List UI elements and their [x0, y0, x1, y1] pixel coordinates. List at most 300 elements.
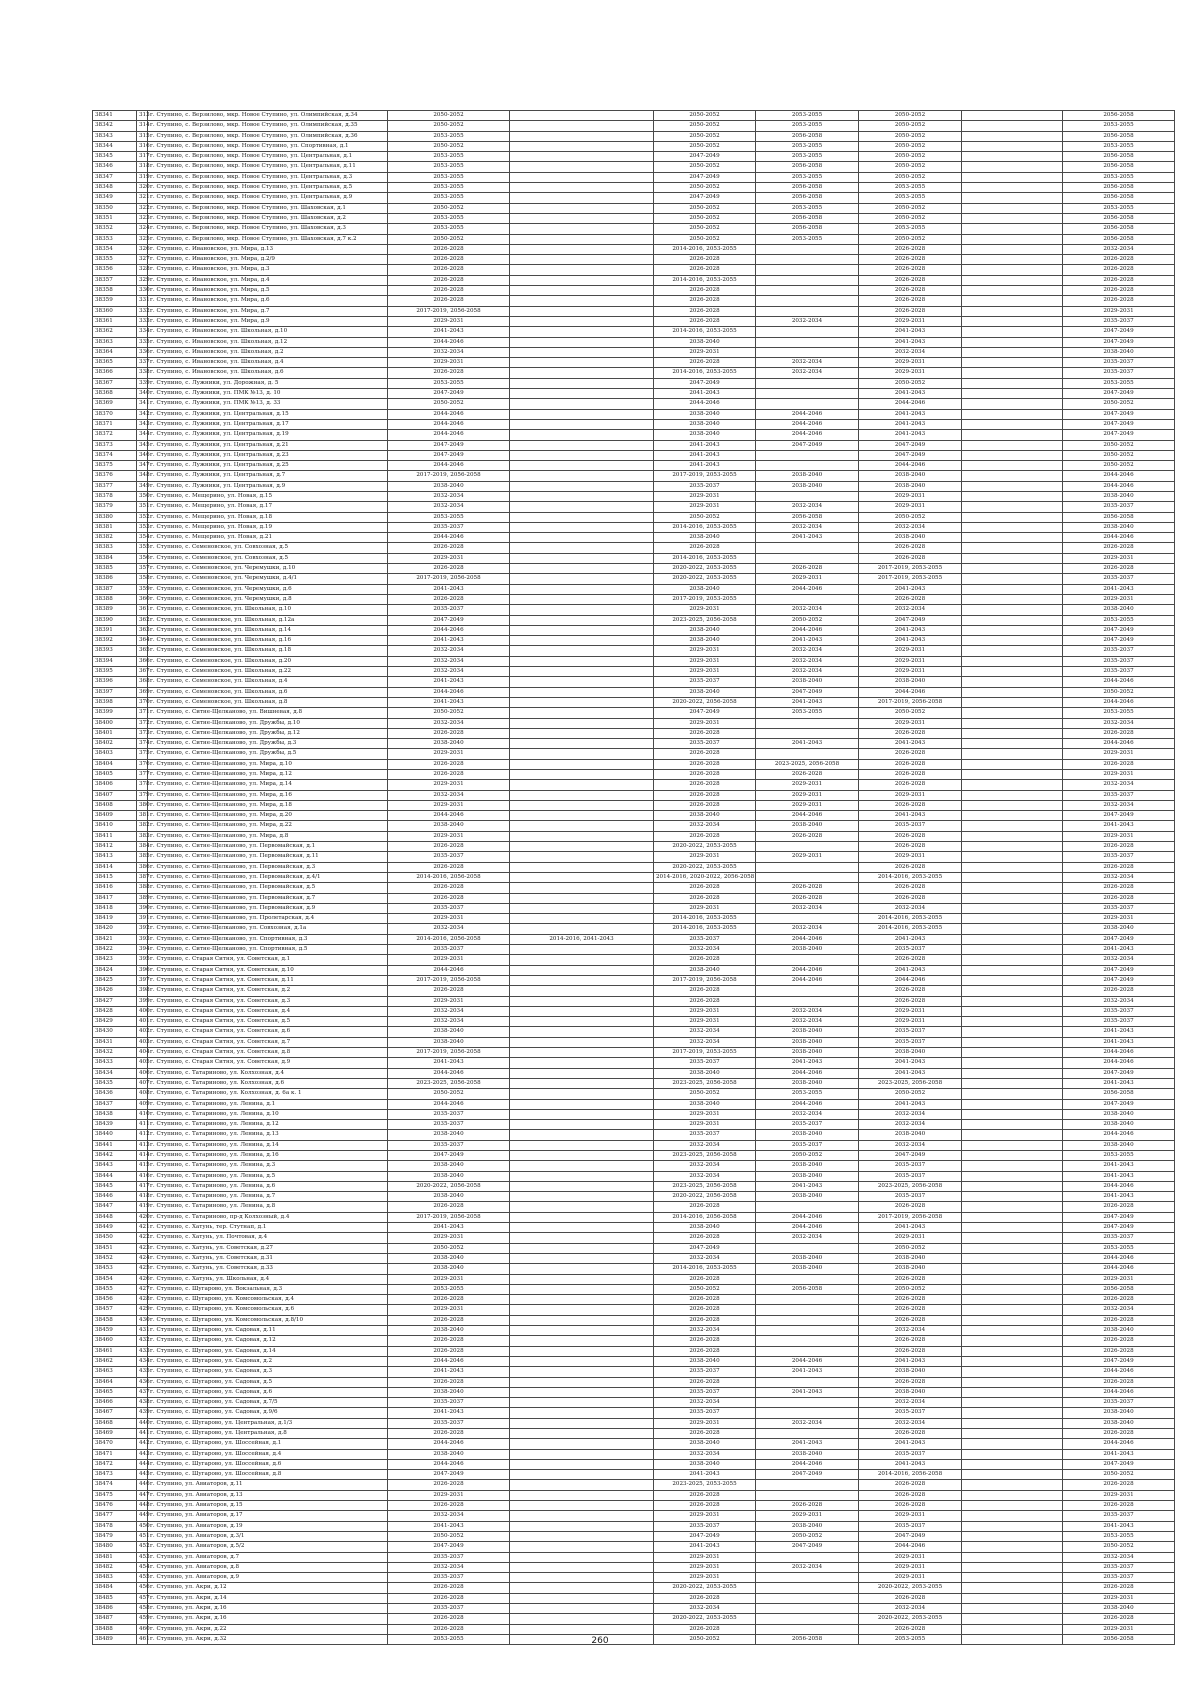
table-row: [93, 564, 1175, 574]
record-id-cell: 38374: [93, 450, 137, 460]
period-cell-4: 2032-2034: [756, 646, 859, 656]
period-cell-6: [962, 389, 1063, 399]
period-cell-5: 2050-2052: [859, 213, 962, 223]
row-number-cell: 360: [137, 594, 148, 604]
address-cell: г. Ступино, с. Шугарово, ул. Садовая, д.11: [148, 1326, 388, 1336]
record-id-cell: 38387: [93, 584, 137, 594]
period-cell-7: 2047-2049: [1063, 1099, 1175, 1109]
period-cell-3: 2023-2025, 2056-2058: [654, 1150, 756, 1160]
period-cell-1: 2026-2028: [388, 275, 510, 285]
record-id-cell: 38450: [93, 1233, 137, 1243]
record-id-cell: 38372: [93, 430, 137, 440]
row-number-cell: 408: [137, 1089, 148, 1099]
address-cell: г. Ступино, с. Ситне-Щелканово, ул. Дружбы, д.12: [148, 728, 388, 738]
period-cell-3: 2032-2034: [654, 1253, 756, 1263]
table-row: [93, 244, 1175, 254]
address-cell: г. Ступино, с. Татариново, пр-д Колхозный, д.4: [148, 1212, 388, 1222]
period-cell-4: [756, 1295, 859, 1305]
table-row: [93, 636, 1175, 646]
record-id-cell: 38474: [93, 1480, 137, 1490]
period-cell-1: 2044-2046: [388, 419, 510, 429]
period-cell-1: 2017-2019, 2056-2058: [388, 975, 510, 985]
period-cell-4: [756, 1274, 859, 1284]
address-cell: г. Ступино, с. Верзилово, мкр. Новое Ступино, ул. Шаховская, д.3: [148, 224, 388, 234]
period-cell-7: 2032-2034: [1063, 996, 1175, 1006]
period-cell-7: 2044-2046: [1063, 1181, 1175, 1191]
address-cell: г. Ступино, с. Шугарово, ул. Центральная, д.8: [148, 1429, 388, 1439]
address-cell: г. Ступино, с. Старая Ситня, ул. Советская, д.10: [148, 965, 388, 975]
record-id-cell: 38457: [93, 1305, 137, 1315]
period-cell-2: [510, 440, 654, 450]
period-cell-5: 2041-2043: [859, 965, 962, 975]
record-id-cell: 38375: [93, 461, 137, 471]
period-cell-6: [962, 296, 1063, 306]
row-number-cell: 402: [137, 1027, 148, 1037]
period-cell-3: 2032-2034: [654, 1604, 756, 1614]
table-row: [93, 131, 1175, 141]
table-row: [93, 842, 1175, 852]
period-cell-2: [510, 1161, 654, 1171]
period-cell-2: [510, 1562, 654, 1572]
period-cell-3: 2020-2022, 2053-2055: [654, 862, 756, 872]
period-cell-2: [510, 1624, 654, 1634]
period-cell-4: 2044-2046: [756, 934, 859, 944]
address-cell: г. Ступино, с. Шугарово, ул. Садовая, д.7/5: [148, 1398, 388, 1408]
table-row: [93, 770, 1175, 780]
period-cell-3: 2047-2049: [654, 172, 756, 182]
row-number-cell: 388: [137, 883, 148, 893]
record-id-cell: 38359: [93, 296, 137, 306]
period-cell-3: 2026-2028: [654, 1624, 756, 1634]
period-cell-1: 2035-2037: [388, 1604, 510, 1614]
period-cell-5: 2023-2025, 2056-2058: [859, 1181, 962, 1191]
period-cell-4: 2026-2028: [756, 883, 859, 893]
address-cell: г. Ступино, с. Шугарово, ул. Шоссейная, д.4: [148, 1449, 388, 1459]
period-cell-7: 2047-2049: [1063, 965, 1175, 975]
period-cell-1: 2035-2037: [388, 945, 510, 955]
period-cell-1: 2053-2055: [388, 152, 510, 162]
address-cell: г. Ступино, с. Ситне-Щелканово, ул. Первомайская, д.5: [148, 883, 388, 893]
record-id-cell: 38365: [93, 358, 137, 368]
period-cell-2: [510, 1356, 654, 1366]
period-cell-2: [510, 1305, 654, 1315]
row-number-cell: 440: [137, 1418, 148, 1428]
address-cell: г. Ступино, с. Шугарово, ул. Комсомольская, д.6: [148, 1305, 388, 1315]
period-cell-2: [510, 852, 654, 862]
row-number-cell: 424: [137, 1253, 148, 1263]
address-cell: г. Ступино, с. Верзилово, мкр. Новое Ступино, ул. Олимпийская, д.35: [148, 121, 388, 131]
period-cell-7: 2029-2031: [1063, 770, 1175, 780]
period-cell-1: 2026-2028: [388, 1315, 510, 1325]
row-number-cell: 410: [137, 1109, 148, 1119]
period-cell-7: 2041-2043: [1063, 1192, 1175, 1202]
period-cell-2: [510, 358, 654, 368]
row-number-cell: 397: [137, 975, 148, 985]
period-cell-7: 2053-2055: [1063, 121, 1175, 131]
period-cell-6: [962, 893, 1063, 903]
row-number-cell: 459: [137, 1614, 148, 1624]
period-cell-3: 2035-2037: [654, 481, 756, 491]
period-cell-3: 2038-2040: [654, 687, 756, 697]
row-number-cell: 363: [137, 625, 148, 635]
period-cell-2: [510, 316, 654, 326]
period-cell-7: 2035-2037: [1063, 1398, 1175, 1408]
address-cell: г. Ступино, с. Шугарово, ул. Комсомольская, д.8/10: [148, 1315, 388, 1325]
table-row: [93, 1048, 1175, 1058]
period-cell-6: [962, 1398, 1063, 1408]
period-cell-5: 2029-2031: [859, 646, 962, 656]
record-id-cell: 38364: [93, 347, 137, 357]
period-cell-7: 2047-2049: [1063, 389, 1175, 399]
period-cell-4: 2032-2034: [756, 368, 859, 378]
record-id-cell: 38427: [93, 996, 137, 1006]
row-number-cell: 444: [137, 1459, 148, 1469]
period-cell-7: 2041-2043: [1063, 1171, 1175, 1181]
record-id-cell: 38431: [93, 1037, 137, 1047]
record-id-cell: 38475: [93, 1490, 137, 1500]
table-row: [93, 1161, 1175, 1171]
period-cell-1: 2044-2046: [388, 1099, 510, 1109]
period-cell-6: [962, 1377, 1063, 1387]
period-cell-1: 2041-2043: [388, 1408, 510, 1418]
period-cell-3: 2035-2037: [654, 1367, 756, 1377]
table-row: [93, 821, 1175, 831]
record-id-cell: 38408: [93, 800, 137, 810]
period-cell-1: 2044-2046: [388, 533, 510, 543]
address-cell: г. Ступино, с. Верзилово, мкр. Новое Ступино, ул. Шаховская, д.2: [148, 213, 388, 223]
period-cell-1: 2053-2055: [388, 193, 510, 203]
period-cell-4: 2026-2028: [756, 893, 859, 903]
period-cell-7: 2032-2034: [1063, 955, 1175, 965]
address-cell: г. Ступино, с. Татариново, ул. Колхозная, д. 6а к. 1: [148, 1089, 388, 1099]
period-cell-6: [962, 625, 1063, 635]
period-cell-3: 2023-2025, 2056-2058: [654, 1181, 756, 1191]
address-cell: г. Ступино, с. Мещерино, ул. Новая, д.21: [148, 533, 388, 543]
row-number-cell: 354: [137, 533, 148, 543]
record-id-cell: 38414: [93, 862, 137, 872]
period-cell-7: 2041-2043: [1063, 1449, 1175, 1459]
period-cell-6: [962, 986, 1063, 996]
address-cell: г. Ступино, с. Ивановское, ул. Школьная, д.12: [148, 337, 388, 347]
period-cell-2: [510, 183, 654, 193]
period-cell-6: [962, 316, 1063, 326]
period-cell-7: 2047-2049: [1063, 1068, 1175, 1078]
table-row: [93, 1078, 1175, 1088]
row-number-cell: 461: [137, 1634, 148, 1644]
table-row: [93, 141, 1175, 151]
record-id-cell: 38378: [93, 491, 137, 501]
address-cell: г. Ступино, с. Верзилово, мкр. Новое Ступино, ул. Спортивная, д.1: [148, 141, 388, 151]
record-id-cell: 38483: [93, 1573, 137, 1583]
period-cell-3: 2050-2052: [654, 131, 756, 141]
record-id-cell: 38396: [93, 677, 137, 687]
table-row: [93, 1511, 1175, 1521]
row-number-cell: 453: [137, 1552, 148, 1562]
address-cell: г. Ступино, с. Верзилово, мкр. Новое Ступино, ул. Центральная, д.9: [148, 193, 388, 203]
period-cell-2: [510, 512, 654, 522]
table-row: [93, 1573, 1175, 1583]
period-cell-2: [510, 543, 654, 553]
period-cell-5: 2035-2037: [859, 1037, 962, 1047]
period-cell-3: 2017-2019, 2056-2058: [654, 975, 756, 985]
row-number-cell: 422: [137, 1233, 148, 1243]
period-cell-5: 2053-2055: [859, 224, 962, 234]
period-cell-2: [510, 790, 654, 800]
table-row: [93, 780, 1175, 790]
table-row: [93, 522, 1175, 532]
period-cell-6: [962, 759, 1063, 769]
period-cell-6: [962, 430, 1063, 440]
period-cell-3: 2029-2031: [654, 1418, 756, 1428]
period-cell-7: 2029-2031: [1063, 553, 1175, 563]
period-cell-1: 2032-2034: [388, 667, 510, 677]
row-number-cell: 396: [137, 965, 148, 975]
period-cell-1: 2050-2052: [388, 1089, 510, 1099]
address-cell: г. Ступино, с. Ивановское, ул. Мира, д.5: [148, 286, 388, 296]
period-cell-4: 2038-2040: [756, 481, 859, 491]
record-id-cell: 38438: [93, 1109, 137, 1119]
period-cell-6: [962, 141, 1063, 151]
address-cell: г. Ступино, с. Лужники, ул. Центральная, д.7: [148, 471, 388, 481]
period-cell-6: [962, 358, 1063, 368]
period-cell-4: 2026-2028: [756, 1501, 859, 1511]
record-id-cell: 38428: [93, 1006, 137, 1016]
record-id-cell: 38422: [93, 945, 137, 955]
period-cell-1: 2038-2040: [388, 1027, 510, 1037]
address-cell: г. Ступино, с. Старая Ситня, ул. Советская, д.4: [148, 1006, 388, 1016]
period-cell-2: [510, 533, 654, 543]
record-id-cell: 38478: [93, 1521, 137, 1531]
table-row: [93, 1562, 1175, 1572]
period-cell-2: [510, 1109, 654, 1119]
period-cell-1: 2041-2043: [388, 636, 510, 646]
period-cell-3: 2050-2052: [654, 224, 756, 234]
period-cell-5: 2041-2043: [859, 1459, 962, 1469]
period-cell-7: 2053-2055: [1063, 203, 1175, 213]
period-cell-3: 2050-2052: [654, 162, 756, 172]
row-number-cell: 358: [137, 574, 148, 584]
row-number-cell: 455: [137, 1573, 148, 1583]
period-cell-3: 2038-2040: [654, 1099, 756, 1109]
period-cell-2: [510, 491, 654, 501]
period-cell-1: 2026-2028: [388, 296, 510, 306]
period-cell-3: 2035-2037: [654, 1408, 756, 1418]
record-id-cell: 38476: [93, 1501, 137, 1511]
period-cell-6: [962, 131, 1063, 141]
period-cell-6: [962, 1078, 1063, 1088]
period-cell-7: 2056-2058: [1063, 512, 1175, 522]
period-cell-6: [962, 1583, 1063, 1593]
table-row: [93, 440, 1175, 450]
period-cell-2: [510, 1593, 654, 1603]
period-cell-6: [962, 1387, 1063, 1397]
period-cell-5: 2026-2028: [859, 770, 962, 780]
period-cell-1: 2044-2046: [388, 337, 510, 347]
period-cell-3: 2026-2028: [654, 1295, 756, 1305]
table-row: [93, 1346, 1175, 1356]
period-cell-3: 2032-2034: [654, 945, 756, 955]
period-cell-5: 2026-2028: [859, 1346, 962, 1356]
record-id-cell: 38373: [93, 440, 137, 450]
address-cell: г. Ступино, с. Лужники, ул. Центральная, д.25: [148, 461, 388, 471]
period-cell-7: 2035-2037: [1063, 1562, 1175, 1572]
record-id-cell: 38487: [93, 1614, 137, 1624]
period-cell-4: 2056-2058: [756, 162, 859, 172]
table-row: [93, 1521, 1175, 1531]
period-cell-3: 2050-2052: [654, 213, 756, 223]
record-id-cell: 38360: [93, 306, 137, 316]
period-cell-4: 2044-2046: [756, 625, 859, 635]
record-id-cell: 38370: [93, 409, 137, 419]
period-cell-4: [756, 347, 859, 357]
period-cell-3: 2014-2016, 2020-2022, 2056-2058: [654, 872, 756, 882]
row-number-cell: 409: [137, 1099, 148, 1109]
period-cell-4: [756, 275, 859, 285]
period-cell-1: 2035-2037: [388, 1418, 510, 1428]
period-cell-3: 2014-2016, 2053-2055: [654, 553, 756, 563]
period-cell-7: 2056-2058: [1063, 213, 1175, 223]
period-cell-3: 2029-2031: [654, 667, 756, 677]
row-number-cell: 390: [137, 903, 148, 913]
table-row: [93, 1377, 1175, 1387]
period-cell-3: 2026-2028: [654, 1274, 756, 1284]
address-cell: г. Ступино, с. Ситне-Щелканово, ул. Дружбы, д.3: [148, 739, 388, 749]
table-row: [93, 152, 1175, 162]
period-cell-7: 2035-2037: [1063, 1573, 1175, 1583]
period-cell-1: 2026-2028: [388, 1480, 510, 1490]
period-cell-1: 2029-2031: [388, 955, 510, 965]
row-number-cell: 342: [137, 409, 148, 419]
record-id-cell: 38462: [93, 1356, 137, 1366]
address-cell: г. Ступино, ул. Авиаторов, д.7: [148, 1552, 388, 1562]
period-cell-5: 2041-2043: [859, 1099, 962, 1109]
period-cell-3: 2038-2040: [654, 1459, 756, 1469]
period-cell-4: 2044-2046: [756, 1356, 859, 1366]
period-cell-6: [962, 419, 1063, 429]
table-row: [93, 512, 1175, 522]
row-number-cell: 419: [137, 1202, 148, 1212]
row-number-cell: 437: [137, 1387, 148, 1397]
period-cell-2: [510, 718, 654, 728]
period-cell-5: 2026-2028: [859, 986, 962, 996]
period-cell-2: [510, 1078, 654, 1088]
period-cell-6: [962, 852, 1063, 862]
period-cell-6: [962, 1099, 1063, 1109]
period-cell-7: 2035-2037: [1063, 903, 1175, 913]
address-cell: г. Ступино, с. Семеновское, ул. Черемушки, д.10: [148, 564, 388, 574]
period-cell-3: 2029-2031: [654, 646, 756, 656]
period-cell-6: [962, 770, 1063, 780]
address-cell: г. Ступино, с. Старая Ситня, ул. Советская, д.8: [148, 1048, 388, 1058]
period-cell-3: 2026-2028: [654, 790, 756, 800]
record-id-cell: 38452: [93, 1253, 137, 1263]
table-row: [93, 1336, 1175, 1346]
address-cell: г. Ступино, с. Лужники, ул. Центральная, д.21: [148, 440, 388, 450]
period-cell-7: 2044-2046: [1063, 1058, 1175, 1068]
period-cell-4: [756, 1408, 859, 1418]
period-cell-3: 2029-2031: [654, 656, 756, 666]
address-cell: г. Ступино, ул. Авиаторов, д.5/2: [148, 1542, 388, 1552]
row-number-cell: 367: [137, 667, 148, 677]
period-cell-7: 2044-2046: [1063, 1130, 1175, 1140]
period-cell-1: 2053-2055: [388, 1634, 510, 1644]
period-cell-1: 2026-2028: [388, 1377, 510, 1387]
period-cell-1: 2026-2028: [388, 255, 510, 265]
period-cell-5: 2026-2028: [859, 1377, 962, 1387]
period-cell-3: 2038-2040: [654, 1439, 756, 1449]
period-cell-2: [510, 1068, 654, 1078]
period-cell-5: 2041-2043: [859, 625, 962, 635]
address-cell: г. Ступино, с. Старая Ситня, ул. Советская, д.6: [148, 1027, 388, 1037]
period-cell-4: 2029-2031: [756, 574, 859, 584]
period-cell-4: 2029-2031: [756, 780, 859, 790]
period-cell-7: 2044-2046: [1063, 481, 1175, 491]
table-row: [93, 1089, 1175, 1099]
period-cell-1: 2047-2049: [388, 1150, 510, 1160]
period-cell-1: 2026-2028: [388, 1593, 510, 1603]
row-number-cell: 413: [137, 1140, 148, 1150]
period-cell-3: 2029-2031: [654, 1006, 756, 1016]
period-cell-6: [962, 1264, 1063, 1274]
period-cell-7: 2029-2031: [1063, 749, 1175, 759]
record-id-cell: 38398: [93, 697, 137, 707]
period-cell-2: [510, 1212, 654, 1222]
period-cell-4: 2032-2034: [756, 1109, 859, 1119]
table-row: [93, 656, 1175, 666]
period-cell-1: 2050-2052: [388, 203, 510, 213]
period-cell-2: [510, 502, 654, 512]
period-cell-1: 2029-2031: [388, 1274, 510, 1284]
record-id-cell: 38437: [93, 1099, 137, 1109]
period-cell-5: 2035-2037: [859, 1171, 962, 1181]
address-cell: г. Ступино, с. Шугарово, ул. Комсомольская, д.4: [148, 1295, 388, 1305]
period-cell-7: 2026-2028: [1063, 286, 1175, 296]
row-number-cell: 382: [137, 821, 148, 831]
record-id-cell: 38485: [93, 1593, 137, 1603]
period-cell-7: 2053-2055: [1063, 141, 1175, 151]
row-number-cell: 423: [137, 1243, 148, 1253]
period-cell-5: 2026-2028: [859, 1315, 962, 1325]
period-cell-4: [756, 286, 859, 296]
period-cell-5: 2035-2037: [859, 945, 962, 955]
period-cell-2: [510, 1017, 654, 1027]
period-cell-5: 2032-2034: [859, 347, 962, 357]
period-cell-6: [962, 1315, 1063, 1325]
period-cell-3: 2035-2037: [654, 1130, 756, 1140]
period-cell-7: 2038-2040: [1063, 924, 1175, 934]
period-cell-2: [510, 667, 654, 677]
period-cell-4: 2032-2034: [756, 316, 859, 326]
record-id-cell: 38341: [93, 111, 137, 121]
period-cell-5: 2050-2052: [859, 141, 962, 151]
period-cell-3: 2035-2037: [654, 1058, 756, 1068]
period-cell-2: [510, 564, 654, 574]
record-id-cell: 38353: [93, 234, 137, 244]
period-cell-7: 2032-2034: [1063, 1305, 1175, 1315]
table-body: [93, 111, 1175, 1645]
record-id-cell: 38448: [93, 1212, 137, 1222]
period-cell-4: 2023-2025, 2056-2058: [756, 759, 859, 769]
period-cell-3: 2026-2028: [654, 996, 756, 1006]
period-cell-7: 2029-2031: [1063, 1490, 1175, 1500]
address-cell: г. Ступино, с. Хатунь, ул. Почтовая, д.4: [148, 1233, 388, 1243]
period-cell-6: [962, 646, 1063, 656]
address-cell: г. Ступино, с. Старая Ситня, ул. Советская, д.7: [148, 1037, 388, 1047]
table-row: [93, 1326, 1175, 1336]
period-cell-2: [510, 1387, 654, 1397]
period-cell-7: 2035-2037: [1063, 574, 1175, 584]
row-number-cell: 385: [137, 852, 148, 862]
